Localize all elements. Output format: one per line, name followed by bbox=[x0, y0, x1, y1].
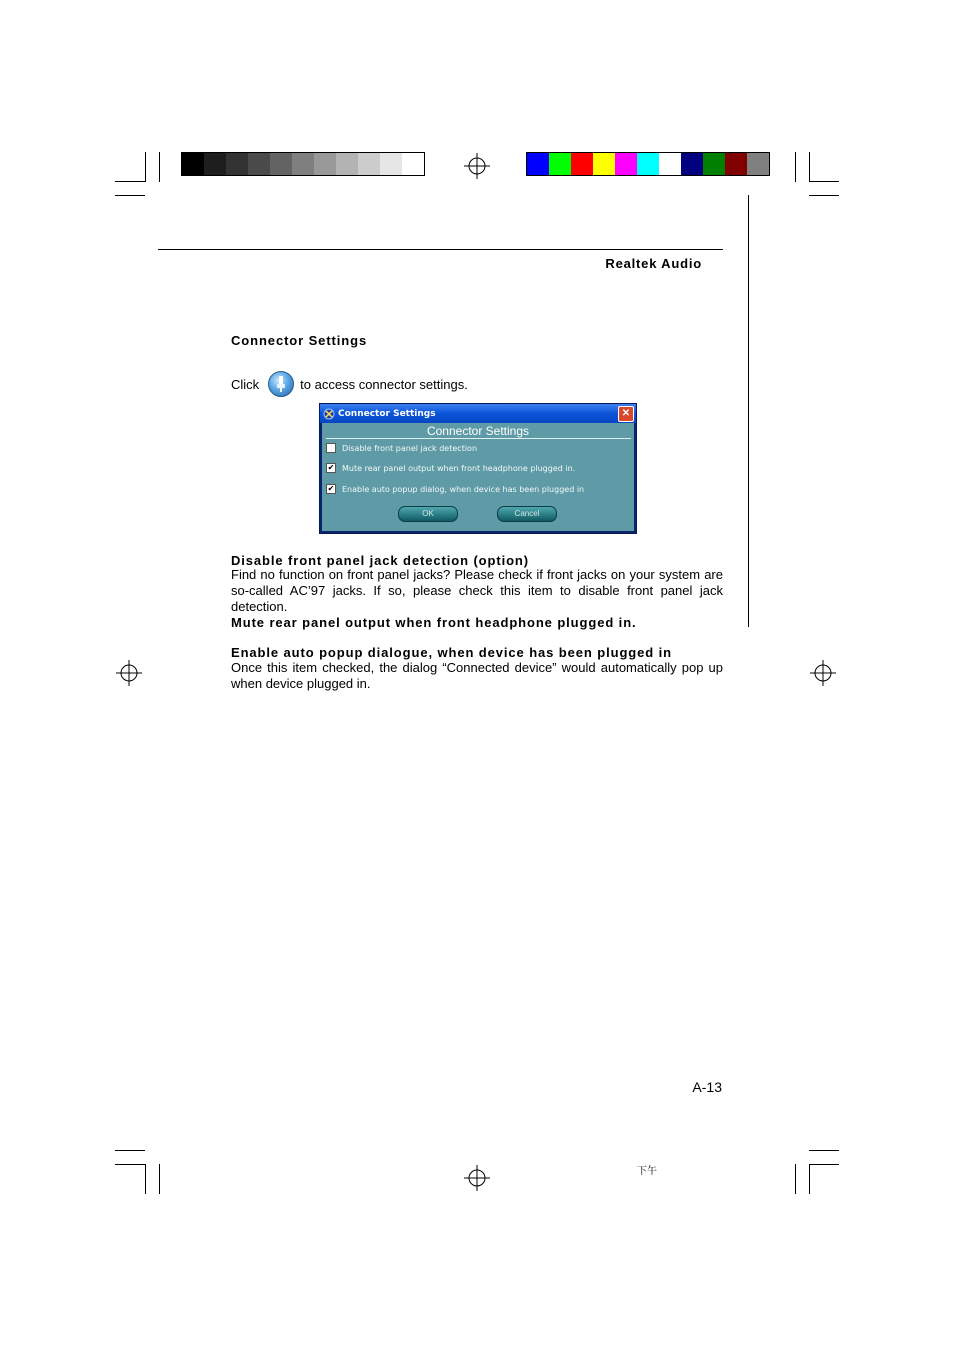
dialog-body bbox=[322, 423, 634, 531]
option-row-disable-front-jack[interactable] bbox=[326, 443, 477, 453]
gray-swatch-2 bbox=[226, 153, 248, 175]
color-swatch-7 bbox=[681, 153, 703, 175]
gray-swatch-4 bbox=[270, 153, 292, 175]
gray-swatch-0 bbox=[182, 153, 204, 175]
connector-settings-icon bbox=[268, 371, 294, 397]
audio-app-icon bbox=[323, 408, 335, 420]
gray-swatch-6 bbox=[314, 153, 336, 175]
color-calibration-bar bbox=[526, 152, 770, 176]
color-swatch-1 bbox=[549, 153, 571, 175]
color-swatch-3 bbox=[593, 153, 615, 175]
running-header: Realtek Audio bbox=[605, 256, 702, 271]
click-prefix: Click bbox=[231, 376, 260, 392]
registration-mark-icon bbox=[116, 660, 142, 686]
option-row-auto-popup[interactable] bbox=[326, 484, 584, 494]
gray-swatch-10 bbox=[402, 153, 424, 175]
color-swatch-4 bbox=[615, 153, 637, 175]
section-title: Connector Settings bbox=[231, 333, 368, 348]
registration-mark-icon bbox=[464, 1165, 490, 1191]
click-suffix: to access connector settings. bbox=[300, 376, 468, 392]
color-swatch-0 bbox=[527, 153, 549, 175]
option-label: Enable auto popup dialog, when device has been plugged in bbox=[342, 484, 585, 494]
color-swatch-6 bbox=[659, 153, 681, 175]
grayscale-calibration-bar bbox=[181, 152, 425, 176]
gray-swatch-8 bbox=[358, 153, 380, 175]
checkbox-disable-front-jack[interactable] bbox=[326, 443, 336, 453]
close-icon[interactable]: ✕ bbox=[618, 406, 634, 422]
page-number: A-13 bbox=[692, 1079, 722, 1095]
ok-button[interactable]: OK bbox=[398, 506, 458, 522]
option-label: Disable front panel jack detection bbox=[342, 443, 478, 453]
option-title-mute-rear-output: Mute rear panel output when front headphone plugged in. bbox=[231, 615, 637, 630]
option-text-disable-front-jack: Find no function on front panel jacks? Please check if front jacks on your system are so-called AC’97 jacks. If so, please check this item to disable front panel jack detection. bbox=[231, 567, 723, 614]
registration-mark-icon bbox=[810, 660, 836, 686]
color-swatch-2 bbox=[571, 153, 593, 175]
footer-mark: 下午 bbox=[637, 1166, 657, 1177]
header-rule bbox=[158, 249, 723, 250]
registration-mark-icon bbox=[464, 153, 490, 179]
instruction-line bbox=[231, 370, 468, 398]
gray-swatch-1 bbox=[204, 153, 226, 175]
option-text-auto-popup: Once this item checked, the dialog “Connected device” would automatically pop up when device plugged in. bbox=[231, 660, 723, 691]
option-title-auto-popup: Enable auto popup dialogue, when device has been plugged in bbox=[231, 645, 672, 660]
gray-swatch-3 bbox=[248, 153, 270, 175]
option-label: Mute rear panel output when front headphone plugged in. bbox=[342, 463, 576, 473]
color-swatch-8 bbox=[703, 153, 725, 175]
checkbox-mute-rear-output[interactable]: ✔ bbox=[327, 463, 335, 472]
gray-swatch-7 bbox=[336, 153, 358, 175]
option-row-mute-rear-output[interactable] bbox=[326, 463, 575, 473]
gray-swatch-9 bbox=[380, 153, 402, 175]
dialog-divider bbox=[326, 438, 631, 439]
color-swatch-5 bbox=[637, 153, 659, 175]
connector-settings-dialog bbox=[319, 403, 637, 534]
dialog-titlebar bbox=[320, 404, 636, 423]
gray-swatch-5 bbox=[292, 153, 314, 175]
option-title-disable-front-jack: Disable front panel jack detection (option) bbox=[231, 553, 530, 568]
dialog-heading: Connector Settings bbox=[426, 424, 530, 438]
checkbox-auto-popup[interactable]: ✔ bbox=[327, 484, 335, 493]
dialog-window-title: Connector Settings bbox=[338, 408, 436, 419]
color-swatch-10 bbox=[747, 153, 769, 175]
color-swatch-9 bbox=[725, 153, 747, 175]
cancel-button[interactable]: Cancel bbox=[497, 506, 557, 522]
